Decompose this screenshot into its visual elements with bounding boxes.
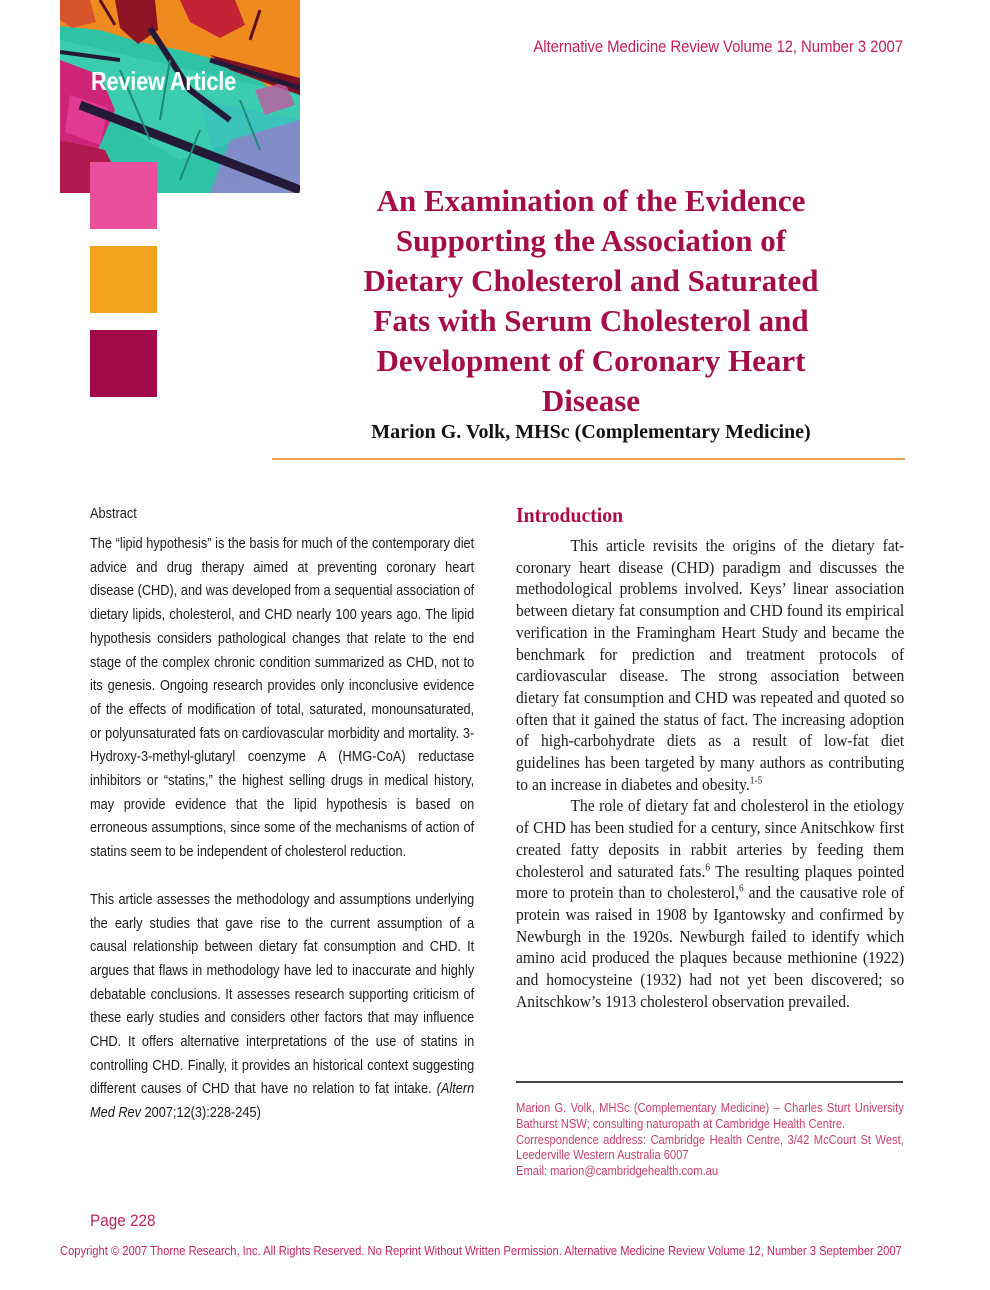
correspondence-address: Correspondence address: Cambridge Health Centre, 3/42 McCourt St West, Leederville Western Australia 6007 xyxy=(516,1131,904,1163)
title-line-4: Fats with Serum Cholesterol and xyxy=(373,302,809,338)
abstract-paragraph-2: This article assesses the methodology and assumptions underlying the early studies that gave rise to the current assumption of a causal relationship between dietary fat consumption and CHD. It argues that flaws in methodology have led to inaccurate and highly debatable conclusions. It assesses research supporting criticism of these early studies and considers other factors that may influence CHD. It offers alternative interpretations of the use of statins in controlling CHD. Finally, it provides an historical context suggesting different causes of CHD that have no relation to fat intake. (Altern Med Rev 2007;12(3):228-245) xyxy=(90,890,475,1122)
copyright-line: Copyright © 2007 Thorne Research, Inc. All Rights Reserved. No Reprint Without Written Permission. Alternative Medicine Review Volume 12, Number 3 September 2007 xyxy=(60,1243,902,1258)
title-divider-rule xyxy=(272,458,905,460)
title-line-3: Dietary Cholesterol and Saturated xyxy=(363,262,819,298)
deco-square-maroon xyxy=(90,330,157,397)
abstract-section xyxy=(90,505,474,1125)
title-line-5: Development of Coronary Heart xyxy=(376,342,806,378)
introduction-paragraph-2: The role of dietary fat and cholesterol in the etiology of CHD has been studied for a century, since Anitschkow first created fatty deposits in rabbit arteries by feeding them cholesterol and saturated fats.$^6$ The resulting plaques pointed more to protein than to cholesterol,$^6$ and the causative role of protein was raised in 1908 by Igantowsky and confirmed by Newburgh in the 1920s. Newburgh failed to identify which amino acid produced the plaques because methionine (1922) and homocysteine (1932) had not yet been discovered; so Anitschkow’s 1913 cholesterol observation prevailed. xyxy=(516,796,905,1011)
correspondence-block xyxy=(516,1100,904,1179)
deco-square-pink xyxy=(90,162,157,229)
title-line-6: Disease xyxy=(541,382,641,418)
deco-square-orange xyxy=(90,246,157,313)
article-title xyxy=(275,181,907,421)
correspondence-affiliation: Marion G. Volk, MHSc (Complementary Medicine) – Charles Sturt University Bathurst NSW; consulting naturopath at Cambridge Health Centre. xyxy=(516,1100,904,1131)
review-article-label: Review Article xyxy=(91,66,236,96)
title-line-1: An Examination of the Evidence xyxy=(376,182,806,218)
journal-header: Alternative Medicine Review Volume 12, Number 3 2007 xyxy=(533,37,903,56)
abstract-paragraph-1: The “lipid hypothesis” is the basis for much of the contemporary diet advice and drug therapy aimed at preventing coronary heart disease (CHD), and was developed from a sequential association of dietary lipids, cholesterol, and CHD nearly 100 years ago. The lipid hypothesis considers pathological changes that relate to the end stage of the complex chronic condition summarized as CHD, not to its genesis. Ongoing research provides only inconclusive evidence of the effects of modification of total, saturated, monounsaturated, or polyunsaturated fats on cardiovascular morbidity and mortality. 3-Hydroxy-3-methyl-glutaryl coenzyme A (HMG-CoA) reductase inhibitors or “statins,” the highest selling drugs in medical history, may provide evidence that the lipid hypothesis is based on erroneous assumptions, since some of the mechanisms of action of statins seem to be independent of cholesterol reduction. xyxy=(90,535,475,861)
introduction-heading: Introduction xyxy=(516,503,624,527)
abstract-heading: Abstract xyxy=(90,505,137,522)
article-author: Marion G. Volk, MHSc (Complementary Medicine) xyxy=(371,421,811,443)
title-line-2: Supporting the Association of xyxy=(395,222,787,258)
introduction-paragraph-1: This article revisits the origins of the dietary fat-coronary heart disease (CHD) paradigm and discusses the methodological problems involved. Keys’ linear association between dietary fat consumption and CHD found its empirical verification in the Framingham Heart Study and became the benchmark for prediction and treatment protocols of cardiovascular disease. The strong association between dietary fat consumption and CHD was repeated and quoted so often that it gained the status of fact. The increasing adoption of high-carbohydrate diets as a result of low-fat diet guidelines has been targeted by many authors as contributing to an increase in diabetes and obesity.$^{1-5}$ xyxy=(516,536,905,794)
correspondence-email: Email: marion@cambridgehealth.com.au xyxy=(516,1163,719,1179)
page-number: Page 228 xyxy=(90,1211,156,1230)
correspondence-divider-rule xyxy=(516,1081,903,1083)
introduction-section xyxy=(516,503,904,1012)
